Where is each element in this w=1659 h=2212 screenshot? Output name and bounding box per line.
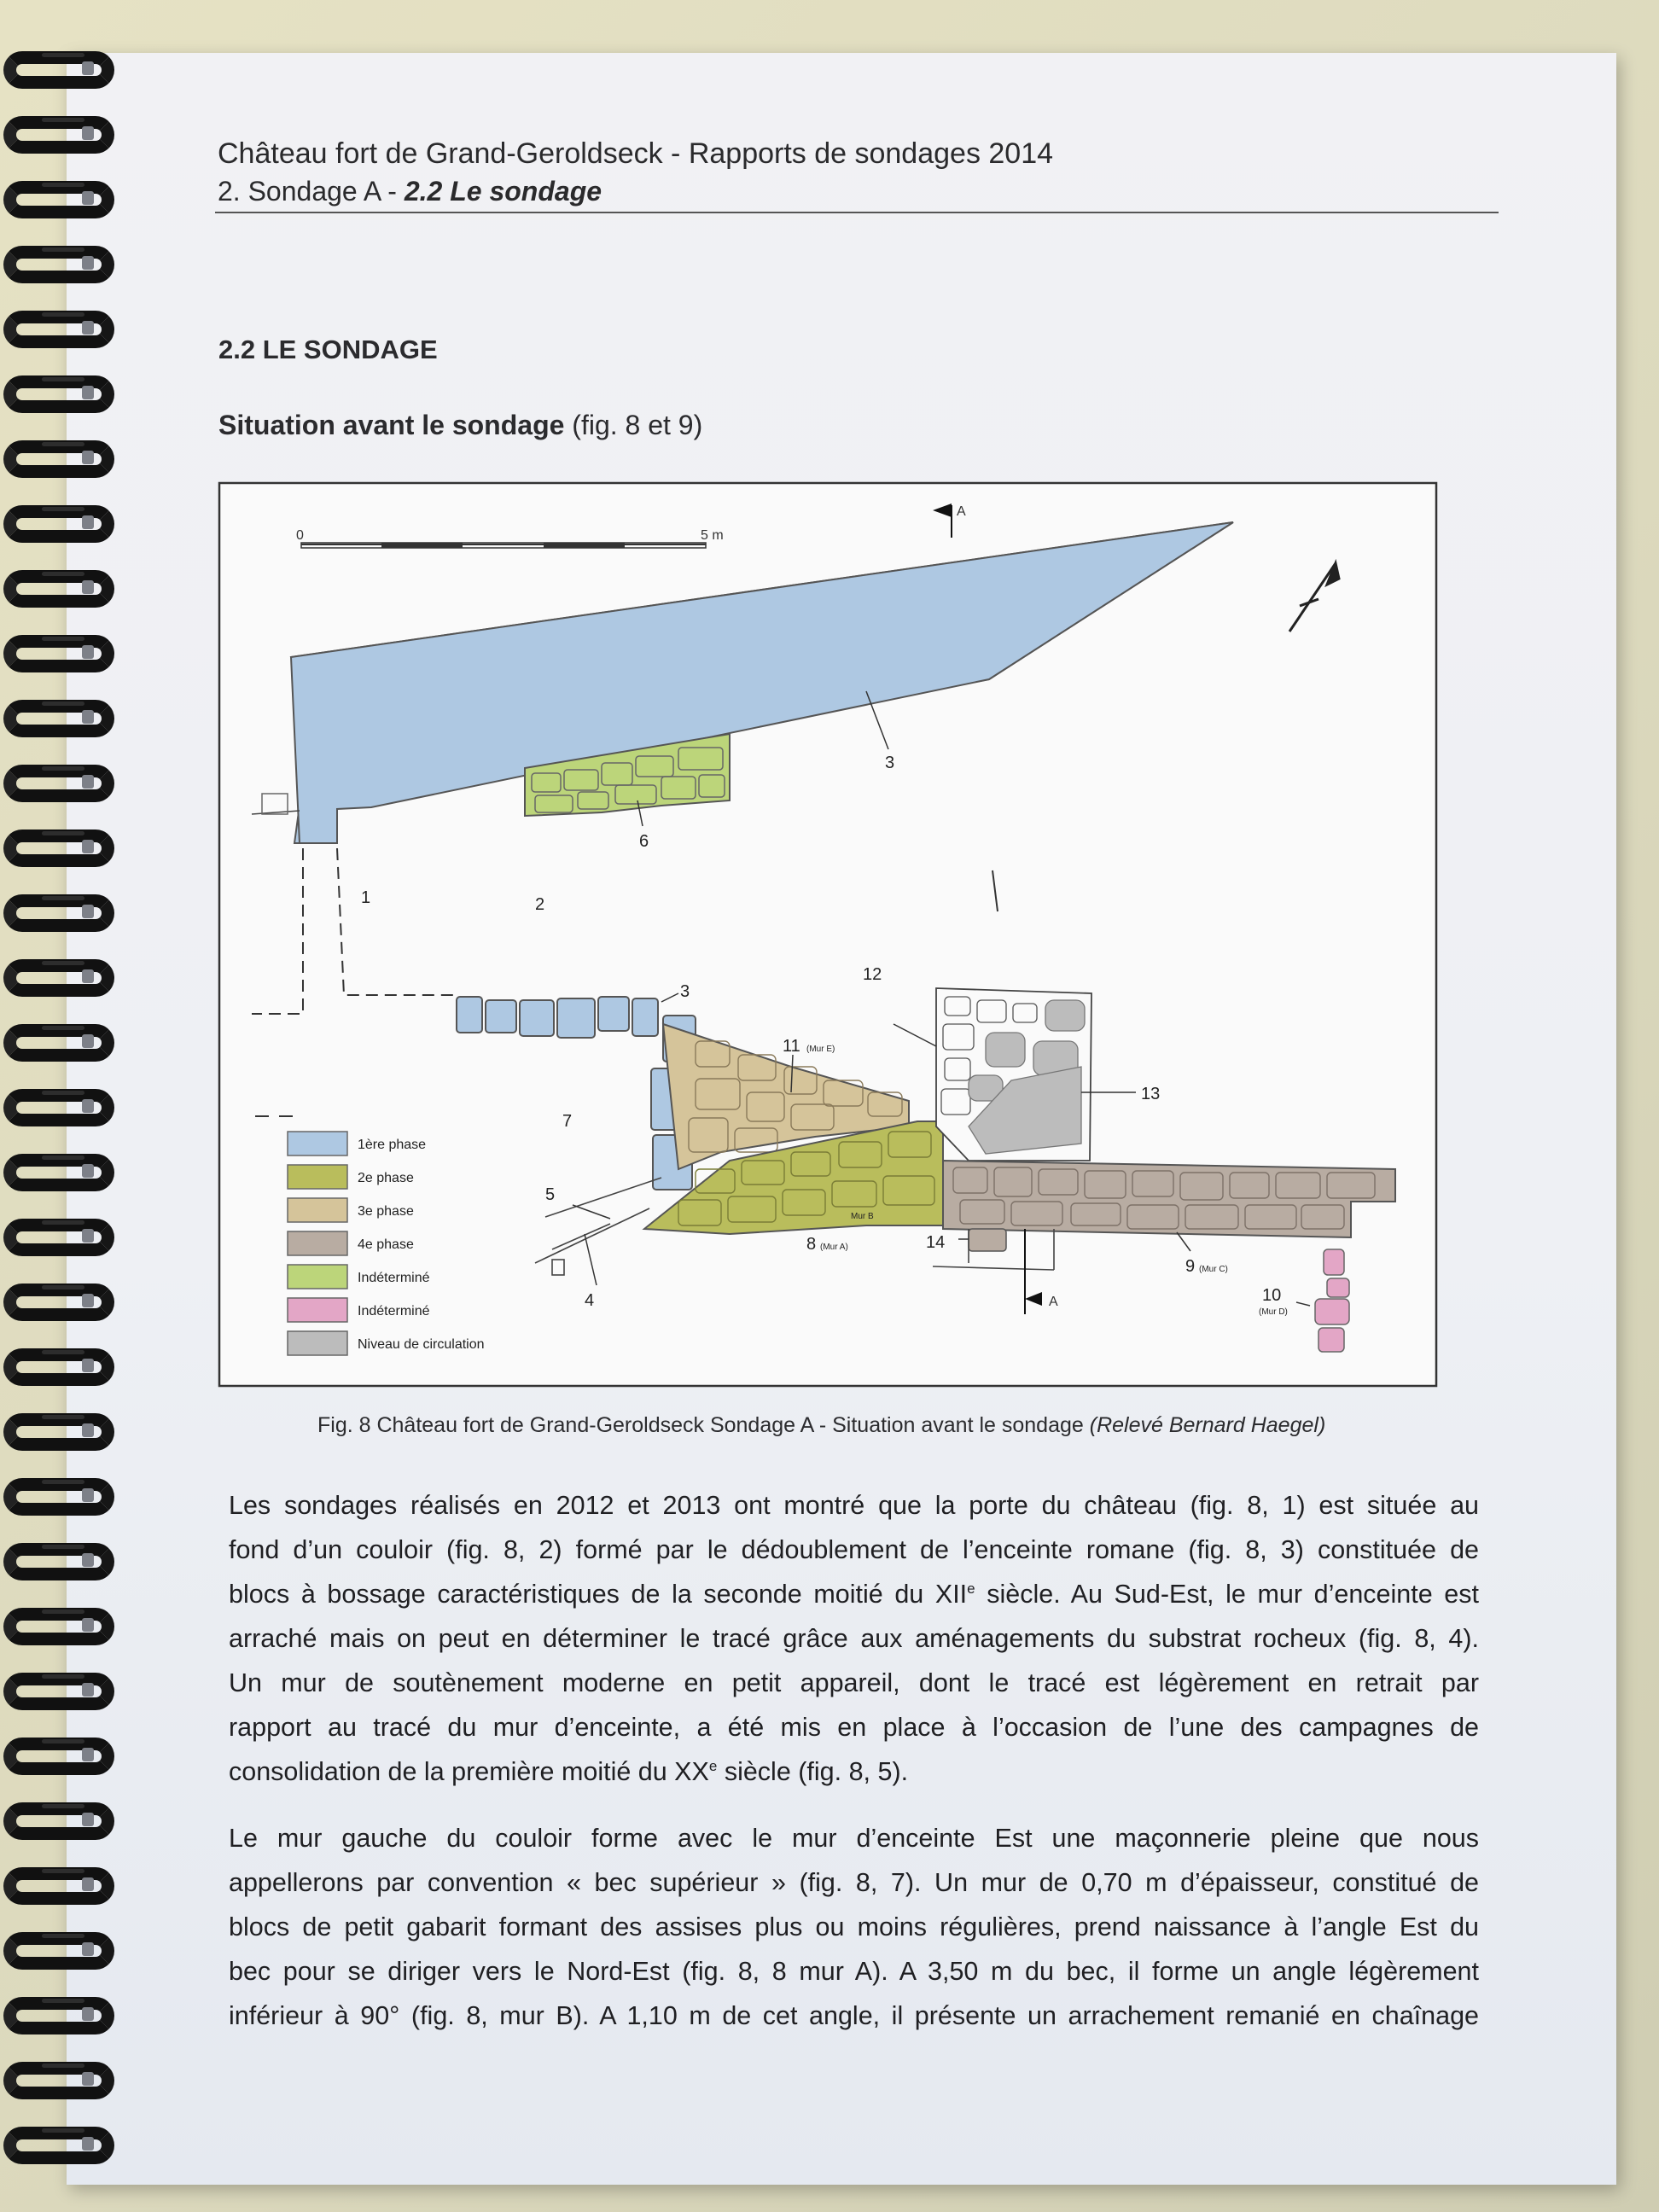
binding-ring	[3, 440, 114, 478]
p1-line-7: consolidation de la première moitié du XXe siècle (fig. 8, 5).	[229, 1757, 909, 1786]
punch-hole	[82, 1488, 94, 1502]
punch-hole	[82, 61, 94, 75]
legend-swatch	[288, 1231, 347, 1255]
label-9: 9	[1185, 1257, 1196, 1276]
binding-ring	[3, 700, 114, 737]
label-3a: 3	[885, 754, 895, 772]
running-header	[218, 135, 1498, 210]
binding-ring	[3, 2127, 114, 2164]
label-10-sub: (Mur D)	[1259, 1307, 1288, 1317]
legend-swatch	[288, 1265, 347, 1289]
punch-hole	[82, 126, 94, 140]
masonry-12	[936, 988, 1091, 1161]
binding-ring	[3, 635, 114, 672]
label-12: 12	[863, 965, 882, 984]
legend-swatch	[288, 1132, 347, 1155]
binding-ring	[3, 1997, 114, 2034]
binding-ring	[3, 765, 114, 802]
binding-ring	[3, 570, 114, 608]
p1-line-6: rapport au tracé du mur d’enceinte, a été mis en place à l’occasion de l’une des campagnes de	[229, 1713, 1479, 1742]
p2-line-1: Le mur gauche du couloir forme avec le mur d’enceinte Est une maçonnerie pleine que nous	[229, 1824, 1479, 1853]
label-1: 1	[361, 888, 371, 907]
binding-ring	[3, 1802, 114, 1840]
p2-line-4: bec pour se diriger vers le Nord-Est (fig. 8, 8 mur A). A 3,50 m du bec, il forme un angle légèrement	[229, 1957, 1479, 1986]
binding-ring	[3, 1219, 114, 1256]
svg-text:A: A	[1049, 1295, 1058, 1309]
subsection-title: Situation avant le sondage (fig. 8 et 9)	[218, 410, 703, 440]
binding-ring	[3, 1478, 114, 1516]
binding-ring	[3, 1154, 114, 1191]
label-14: 14	[926, 1233, 946, 1252]
label-2: 2	[535, 895, 545, 914]
punch-hole	[82, 515, 94, 529]
punch-hole	[82, 1034, 94, 1048]
binding-ring	[3, 1608, 114, 1645]
figure-caption: Fig. 8 Château fort de Grand-Geroldseck Sondage A - Situation avant le sondage (Relevé Bernard Haegel)	[317, 1413, 1326, 1437]
legend-label: Indéterminé	[358, 1304, 430, 1318]
figure-8-plan	[218, 478, 1438, 1389]
legend-label: 1ère phase	[358, 1138, 427, 1152]
binding-ring	[3, 894, 114, 932]
legend-label: Niveau de circulation	[358, 1337, 485, 1352]
punch-hole	[82, 1683, 94, 1697]
binding-ring	[3, 311, 114, 348]
label-11-sub: (Mur E)	[806, 1045, 835, 1054]
punch-hole	[82, 1099, 94, 1113]
legend-swatch	[288, 1331, 347, 1355]
label-3b: 3	[680, 982, 690, 1001]
legend-label: 2e phase	[358, 1171, 414, 1185]
scale-start-label: 0	[296, 528, 304, 543]
binding-ring	[3, 505, 114, 543]
punch-hole	[82, 969, 94, 983]
legend-swatch	[288, 1298, 347, 1322]
label-mur-b: Mur B	[851, 1212, 874, 1221]
label-8-sub: (Mur A)	[820, 1243, 848, 1252]
label-11: 11	[783, 1037, 800, 1056]
binding-ring	[3, 181, 114, 218]
punch-hole	[82, 840, 94, 853]
punch-hole	[82, 710, 94, 724]
punch-hole	[82, 1748, 94, 1761]
binding-ring	[3, 51, 114, 89]
punch-hole	[82, 1813, 94, 1826]
p1-line-3: blocs à bossage caractéristiques de la seconde moitié du XIIe siècle. Au Sud-Est, le mur d’enceinte est	[229, 1580, 1479, 1609]
punch-hole	[82, 905, 94, 918]
binding-ring	[3, 1089, 114, 1126]
binding-ring	[3, 1413, 114, 1451]
header-rule	[215, 212, 1499, 213]
legend-label: 3e phase	[358, 1204, 414, 1219]
punch-hole	[82, 1423, 94, 1437]
section-title: 2.2 LE SONDAGE	[218, 335, 438, 364]
binding-ring	[3, 1543, 114, 1580]
p2-line-2: appellerons par convention « bec supérieur » (fig. 8, 7). Un mur de 0,70 m d’épaisseur, constitué de	[229, 1868, 1479, 1897]
label-9-sub: (Mur C)	[1199, 1265, 1228, 1274]
binding-ring	[3, 1867, 114, 1905]
spiral-binding	[0, 51, 145, 2185]
label-5: 5	[545, 1185, 556, 1204]
p2-line-3: blocs de petit gabarit formant des assises plus ou moins régulières, prend naissance à l’angle Est du	[229, 1912, 1479, 1941]
punch-hole	[82, 1164, 94, 1178]
punch-hole	[82, 1359, 94, 1372]
punch-hole	[82, 1877, 94, 1891]
punch-hole	[82, 386, 94, 399]
punch-hole	[82, 451, 94, 464]
binding-ring	[3, 2062, 114, 2099]
p1-line-2: fond d’un couloir (fig. 8, 2) formé par le dédoublement de l’enceinte romane (fig. 8, 3) constituée de	[229, 1535, 1479, 1564]
legend-swatch	[288, 1198, 347, 1222]
binding-ring	[3, 1932, 114, 1970]
punch-hole	[82, 2137, 94, 2151]
punch-hole	[82, 1942, 94, 1956]
binding-ring	[3, 116, 114, 154]
binding-ring	[3, 375, 114, 413]
label-13: 13	[1141, 1085, 1161, 1103]
label-8: 8	[806, 1235, 817, 1254]
p2-line-5: inférieur à 90° (fig. 8, mur B). A 1,10 m de cet angle, il présente un arrachement remanié en chaînage	[229, 2001, 1479, 2030]
punch-hole	[82, 256, 94, 270]
binding-ring	[3, 1284, 114, 1321]
label-6: 6	[639, 832, 649, 851]
punch-hole	[82, 775, 94, 789]
p1-line-4: arraché mais on peut en déterminer le tracé grâce aux aménagements du substrat rocheux (fig. 8, 4).	[229, 1624, 1479, 1653]
p1-line-1: Les sondages réalisés en 2012 et 2013 ont montré que la porte du château (fig. 8, 1) est située au	[229, 1491, 1479, 1520]
punch-hole	[82, 321, 94, 335]
site-plan-drawing	[218, 478, 1438, 1389]
label-4: 4	[585, 1291, 595, 1310]
header-title: Château fort de Grand-Geroldseck - Rapports de sondages 2014	[218, 137, 1054, 170]
punch-hole	[82, 580, 94, 594]
label-7: 7	[562, 1112, 573, 1131]
punch-hole	[82, 191, 94, 205]
punch-hole	[82, 2072, 94, 2086]
paragraph-2	[229, 1816, 1479, 2038]
punch-hole	[82, 1618, 94, 1632]
binding-ring	[3, 830, 114, 867]
scale-end-label: 5 m	[701, 528, 724, 543]
p1-line-5: Un mur de soutènement moderne en petit appareil, dont le tracé est légèrement en retrait par	[229, 1668, 1479, 1697]
binding-ring	[3, 1024, 114, 1062]
svg-text:A: A	[957, 504, 966, 519]
legend-label: 4e phase	[358, 1237, 414, 1252]
punch-hole	[82, 2007, 94, 2021]
punch-hole	[82, 1229, 94, 1243]
legend-swatch	[288, 1165, 347, 1189]
punch-hole	[82, 645, 94, 659]
binding-ring	[3, 1348, 114, 1386]
paragraph-1	[229, 1483, 1479, 1794]
punch-hole	[82, 1553, 94, 1567]
label-10: 10	[1262, 1286, 1282, 1305]
legend-label: Indéterminé	[358, 1271, 430, 1285]
binding-ring	[3, 1673, 114, 1710]
binding-ring	[3, 246, 114, 283]
punch-hole	[82, 1294, 94, 1307]
binding-ring	[3, 1738, 114, 1775]
binding-ring	[3, 959, 114, 997]
header-subtitle: 2. Sondage A - 2.2 Le sondage	[218, 176, 602, 207]
